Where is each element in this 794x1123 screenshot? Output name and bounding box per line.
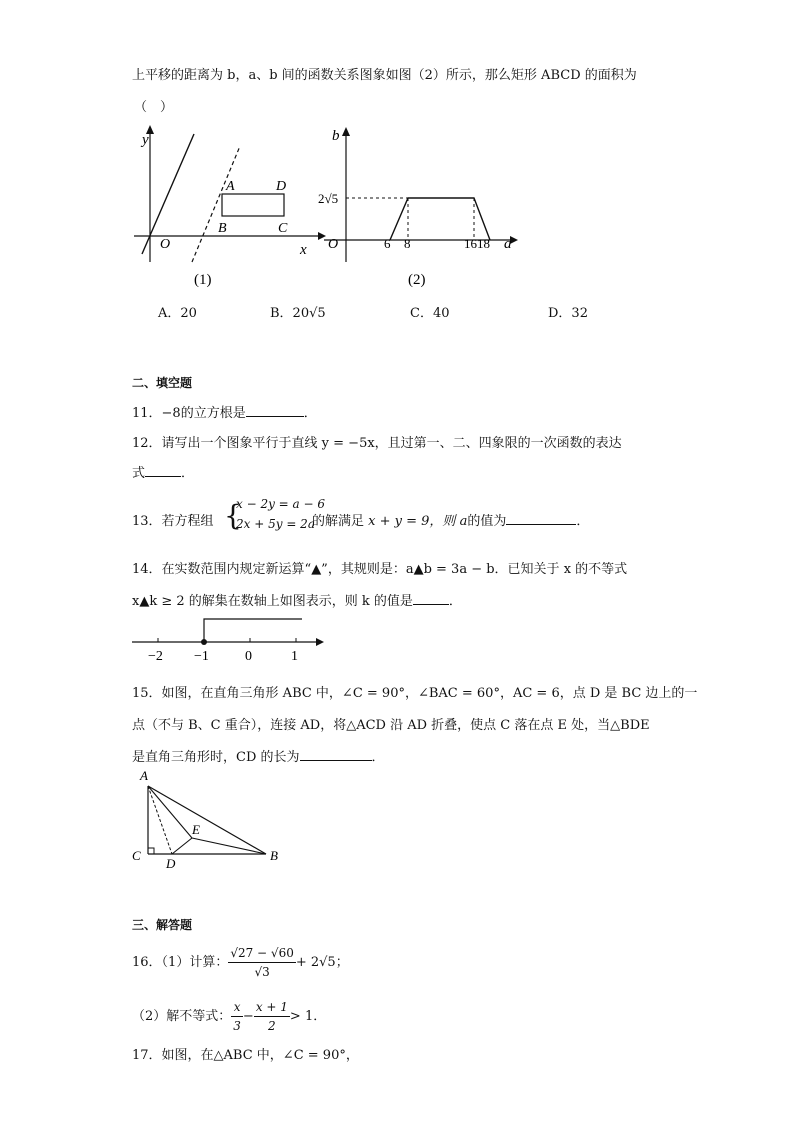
tick-8: 8 [404,236,411,251]
q15-line1: 15．如图，在直角三角形 ABC 中，∠C = 90°，∠BAC = 60°，AC = 6，点 D 是 BC 边上的一 [132,686,698,701]
q11-answer-blank[interactable] [246,403,304,417]
line-dashed [192,146,240,262]
label-A: A [226,179,235,194]
caption-1: (1) [194,272,212,288]
q10-figure-2 [318,122,528,294]
q14-answer-blank[interactable] [413,591,449,605]
q16-part1 [132,944,349,981]
q13-end: ． [576,514,590,529]
q13-eq1: x − 2y = a − 6 [236,497,326,511]
label-C: C [132,848,141,863]
q14-line1: 14．在实数范围内规定新运算“▲”，其规则是：a▲b = 3a − b．已知关于 x 的不等式 [132,562,628,577]
label-y: y [142,132,149,148]
q15-line2: 点（不与 B、C 重合），连接 AD，将△ACD 沿 AD 折叠，使点 C 落在点 E 处，当△BDE [132,718,650,733]
q14-end: ． [448,594,462,609]
label-a: a [504,236,512,252]
q13-mid: 的解满足 [312,514,365,529]
q16-p2-fraction-1 [231,998,243,1035]
tick-label-neg1: −1 [194,649,209,664]
q16-p2-minus: − [242,1009,254,1024]
q16-p1-numerator: √27 − √60 [228,944,296,963]
option-b[interactable]: B．20√5 [270,306,326,321]
q16-p1-denominator: √3 [254,965,270,979]
q16-p2-f1-numerator: x [231,998,243,1017]
fold-line-AD [148,786,172,854]
q15-answer-blank[interactable] [300,747,372,761]
tick-label-0: 0 [245,649,252,664]
q10-text-line1: 上平移的距离为 b，a、b 间的函数关系图象如图（2）所示，那么矩形 ABCD 的面积为 [132,68,637,83]
q16-p1-suffix: + 2√5； [295,955,349,970]
tick-label-1: 1 [291,649,298,664]
q16-p2-suffix: > 1． [289,1009,327,1024]
q16-p2-prefix: （2）解不等式： [132,1009,232,1024]
q14-line2-text: x▲k ≥ 2 的解集在数轴上如图表示，则 k 的值是 [132,594,413,609]
caption-2: (2) [408,272,426,288]
q16-p1-fraction [228,944,296,981]
solution-ray [204,619,302,642]
tick-6: 6 [384,236,391,251]
label-D: D [166,856,176,871]
segment-AE [148,786,192,838]
q13-prefix: 13．若方程组 [132,514,214,529]
q13-var: a [459,514,468,529]
tick-label-neg2: −2 [148,649,163,664]
q13-rest [312,510,589,529]
section-title-solutions: 三、解答题 [132,918,193,932]
q12-line1: 12．请写出一个图象平行于直线 y = −5x，且过第一、二、四象限的一次函数的表达 [132,436,622,451]
q13-suffix: 的值为 [467,514,507,529]
q16-part2 [132,998,326,1035]
q10-answer-paren: （ ） [134,100,174,115]
label-D: D [276,179,287,194]
b-axis-arrow-icon [342,127,350,136]
q12-answer-blank[interactable] [145,463,181,477]
q12-line2-text: 式 [132,466,146,481]
rectangle-abcd [222,194,284,216]
q11 [132,402,317,421]
segment-DE [172,838,192,854]
function-graph [390,198,490,240]
q11-text: 11．−8的立方根是 [132,406,246,421]
q14-number-line [130,612,330,666]
q10-figure-1 [128,122,328,294]
q12-line2 [132,462,194,481]
option-c[interactable]: C．40 [410,306,450,321]
label-B: B [270,848,278,863]
q15-end: ． [371,750,385,765]
label-origin: O [328,237,339,252]
label-b: b [332,128,340,144]
q14-line2 [132,590,462,609]
label-A: A [140,768,148,783]
option-d[interactable]: D．32 [548,306,588,321]
label-origin: O [160,237,171,252]
q16-p2-f2-numerator: x + 1 [254,998,290,1017]
option-a[interactable]: A．20 [158,306,197,321]
label-x: x [300,242,307,258]
tick-1618: 1618 [464,236,490,251]
number-line-arrow-icon [316,638,324,646]
q13-answer-blank[interactable] [506,511,576,525]
q13-eq2: 2x + 5y = 2a [236,517,315,531]
solid-point [201,639,207,645]
q16-p1-prefix: 16．（1）计算： [132,955,229,970]
q15-line3-text: 是直角三角形时，CD 的长为 [132,750,300,765]
side-AB [148,786,266,854]
right-angle-mark [148,848,154,854]
q17-text: 17．如图，在△ABC 中，∠C = 90°， [132,1048,359,1063]
q15-figure [128,766,298,872]
q12-end: ． [181,466,195,481]
q11-end: ． [303,406,317,421]
label-E: E [192,822,200,837]
q13-condition: x + y = 9，则 [368,514,456,529]
q16-p2-f1-denominator: 3 [233,1019,241,1033]
label-B: B [218,221,227,236]
section-title-fill-in: 二、填空题 [132,376,193,390]
q15-line3 [132,746,385,765]
segment-EB [192,838,266,854]
q13-brace: { [224,499,242,532]
q16-p2-fraction-2 [254,998,290,1035]
label-2sqrt5: 2√5 [318,191,339,206]
label-C: C [278,221,288,236]
q16-p2-f2-denominator: 2 [268,1019,276,1033]
